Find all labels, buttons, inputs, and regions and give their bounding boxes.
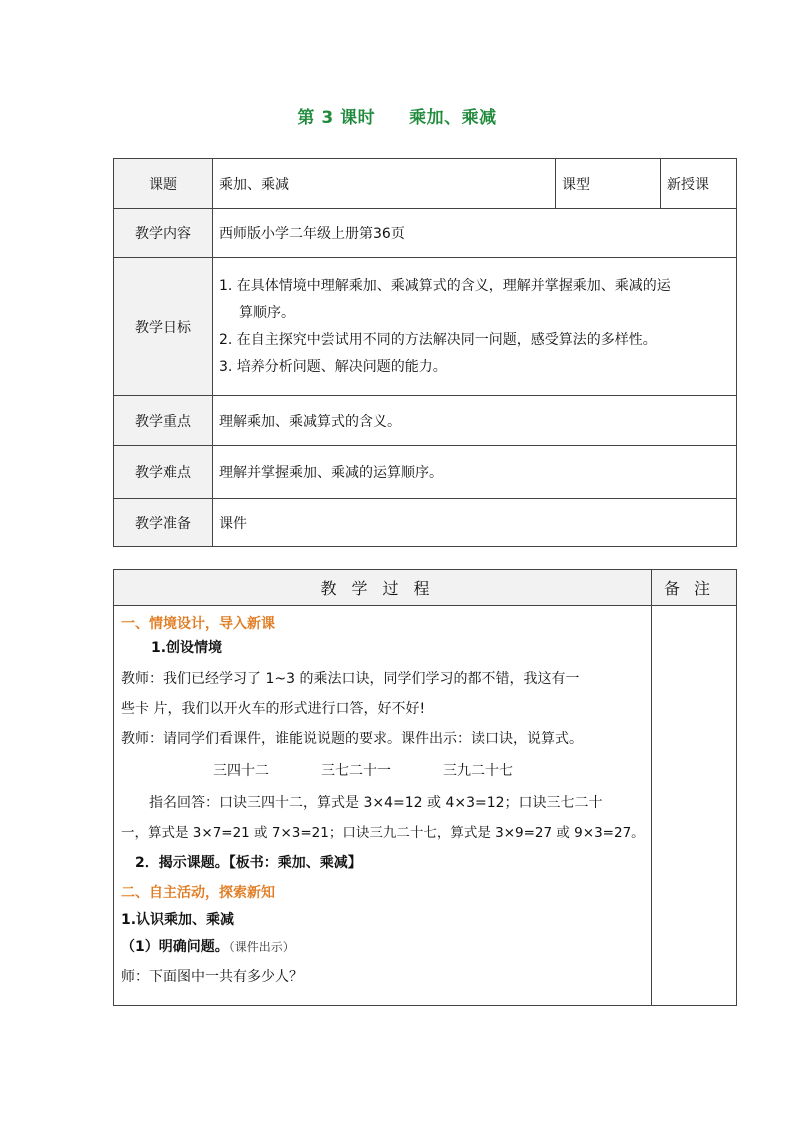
- paragraph-line: 师：下面图中一共有多少人？: [121, 969, 303, 985]
- content-label: 教学内容: [114, 209, 213, 258]
- goal-item-continued: 算顺序。: [239, 304, 295, 321]
- preparation-label: 教学准备: [114, 499, 213, 547]
- section-heading: 二、自主活动，探索新知: [121, 885, 275, 901]
- content-value: 西师版小学二年级上册第36页: [213, 209, 737, 258]
- formula-item: 三七二十一: [321, 763, 391, 779]
- formula-item: 三九二十七: [443, 763, 513, 779]
- lesson-info-table: [113, 158, 737, 547]
- process-content: [114, 606, 652, 1006]
- difficulty-value: 理解并掌握乘加、乘减的运算顺序。: [213, 446, 737, 499]
- page-title: [0, 103, 794, 128]
- goals-label: 教学日标: [114, 258, 213, 396]
- sub-heading: 1.认识乘加、乘减: [121, 912, 235, 928]
- paragraph-line: 教师：我们已经学习了 1~3 的乘法口诀，同学们学习的都不错，我这有一: [121, 671, 580, 687]
- key-point-value: 理解乘加、乘减算式的含义。: [213, 396, 737, 446]
- paragraph-line: 些卡 片，我们以开火车的形式进行口答，好不好!: [121, 701, 426, 717]
- lesson-topic: 乘加、乘减: [409, 108, 497, 128]
- paragraph-line: 教师：请同学们看课件，谁能说说题的要求。课件出示：读口诀，说算式。: [121, 731, 583, 747]
- paragraph-line: 指名回答：口诀三四十二，算式是 3×4=12 或 4×3=12；口诀三七二十: [149, 795, 603, 811]
- sub-heading-line: [121, 932, 645, 962]
- notes-header-text: 备注: [663, 579, 724, 598]
- sub-heading: 1.创设情境: [151, 640, 223, 656]
- section-heading: 一、情境设计，导入新课: [121, 616, 275, 632]
- formula-row: [121, 754, 645, 788]
- paragraph-line: 一，算式是 3×7=21 或 7×3=21；口诀三九二十七，算式是 3×9=27 或 9×3=27。: [121, 825, 645, 841]
- process-header: [114, 570, 652, 606]
- goal-item: 2. 在自主探究中尝试用不同的方法解决同一问题，感受算法的多样性。: [219, 331, 657, 348]
- goal-item: 1. 在具体情境中理解乘加、乘减算式的含义，理解并掌握乘加、乘减的运: [219, 277, 671, 294]
- process-header-text: 教学过程: [320, 579, 445, 598]
- preparation-value: 课件: [213, 499, 737, 547]
- formula-item: 三四十二: [213, 763, 269, 779]
- sub-heading: （1）明确问题。: [121, 939, 229, 955]
- difficulty-label: 教学难点: [114, 446, 213, 499]
- topic-value: 乘加、乘减: [213, 159, 556, 209]
- notes-header: [652, 570, 737, 606]
- type-value: 新授课: [661, 159, 737, 209]
- topic-label: 课题: [114, 159, 213, 209]
- goal-item: 3. 培养分析问题、解决问题的能力。: [219, 358, 447, 375]
- teaching-process-table: [113, 569, 737, 1006]
- lesson-number: 第 3 课时: [297, 108, 376, 128]
- sub-heading: 2．揭示课题。【板书：乘加、乘减】: [135, 855, 362, 871]
- note-text: （课件出示）: [228, 940, 295, 954]
- type-label: 课型: [556, 159, 661, 209]
- notes-column: [652, 606, 737, 1006]
- goals-list: [213, 258, 737, 396]
- key-point-label: 教学重点: [114, 396, 213, 446]
